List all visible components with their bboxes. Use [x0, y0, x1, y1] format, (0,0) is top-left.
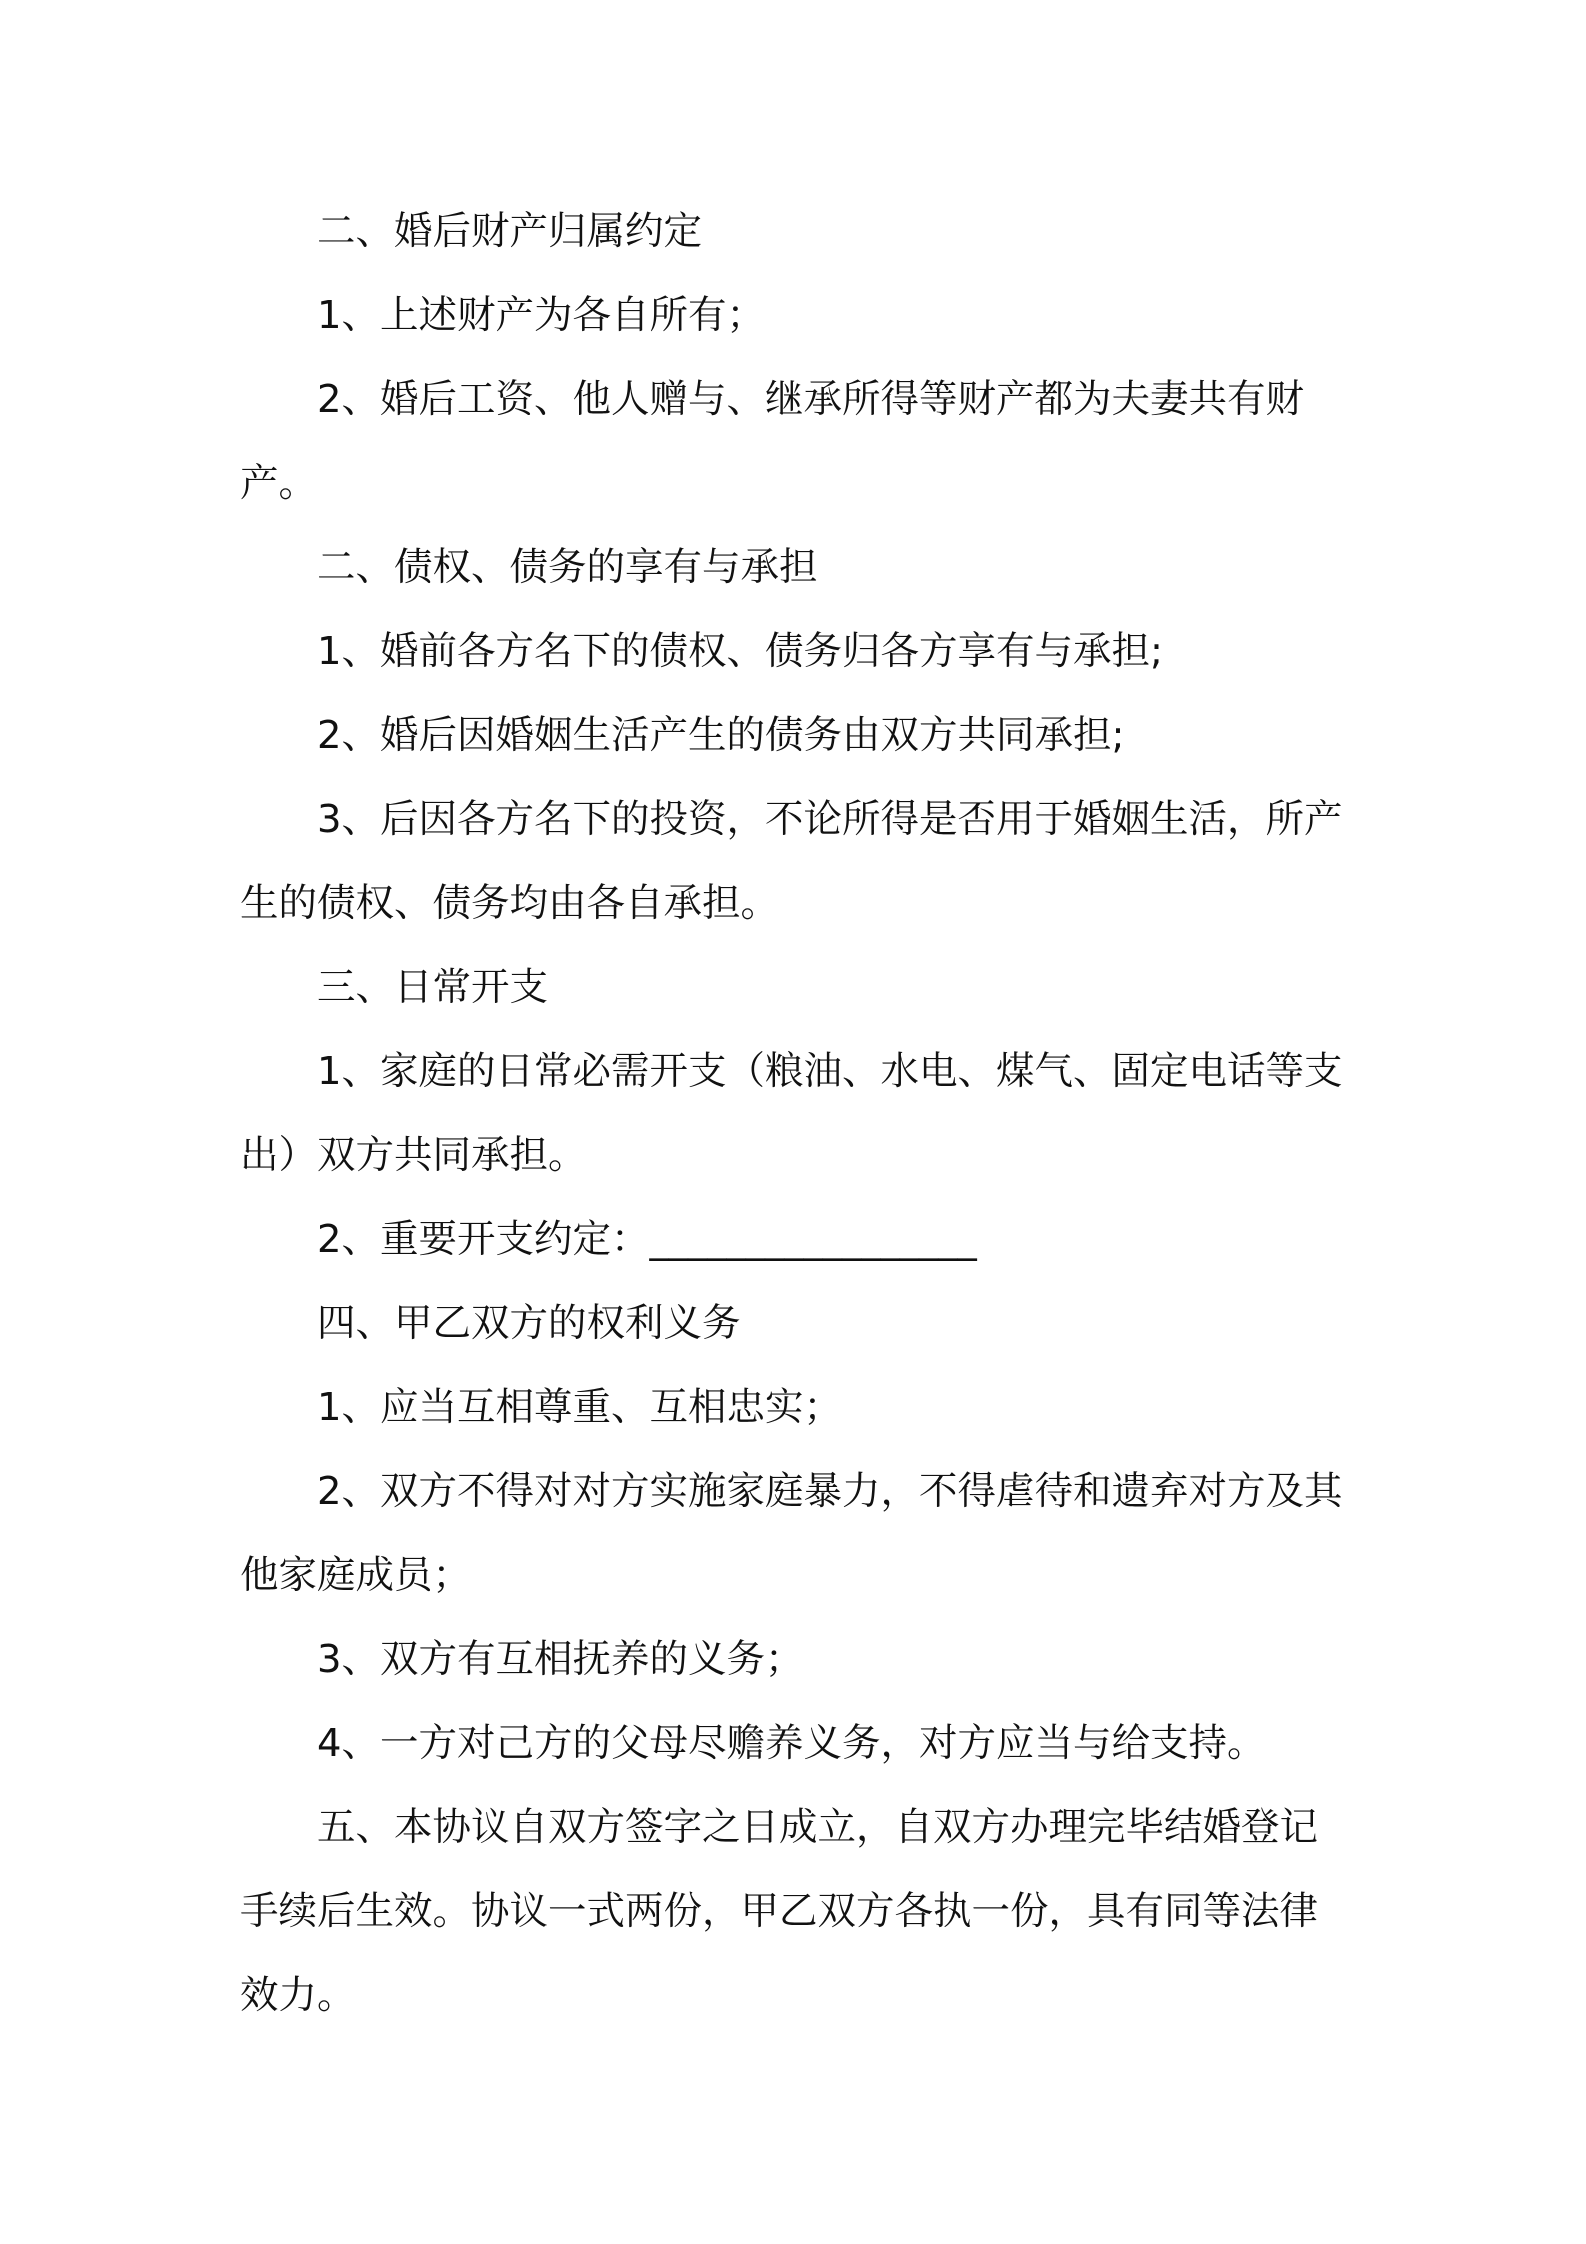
clause-expenses-1: 1、家庭的日常必需开支（粮油、水电、煤气、固定电话等支出）双方共同承担。: [240, 1049, 1343, 1178]
section-heading-expenses: 三、日常开支: [317, 965, 549, 1010]
clause-rights-3: 3、双方有互相抚养的义务；: [317, 1637, 804, 1682]
section-heading-rights: 四、甲乙双方的权利义务: [317, 1301, 741, 1346]
clause-debts-1: 1、婚前各方名下的债权、债务归各方享有与承担;: [317, 629, 1163, 674]
clause-property-1: 1、上述财产为各自所有；: [317, 293, 765, 338]
section-heading-property: 二、婚后财产归属约定: [317, 209, 703, 254]
clause-rights-1: 1、应当互相尊重、互相忠实；: [317, 1385, 842, 1430]
clause-expenses-2: 2、重要开支约定：_________________: [317, 1217, 977, 1262]
clause-debts-3: 3、后因各方名下的投资，不论所得是否用于婚姻生活，所产生的债权、债务均由各自承担。: [240, 797, 1343, 926]
clause-property-2: 2、婚后工资、他人赠与、继承所得等财产都为夫妻共有财产。: [240, 377, 1304, 506]
document-body: [240, 190, 1354, 2038]
section-effectiveness: 五、本协议自双方签字之日成立，自双方办理完毕结婚登记手续后生效。协议一式两份，甲乙双方各执一份，具有同等法律效力。: [240, 1805, 1319, 2018]
clause-rights-2: 2、双方不得对对方实施家庭暴力，不得虐待和遗弃对方及其他家庭成员；: [240, 1469, 1343, 1598]
clause-debts-2: 2、婚后因婚姻生活产生的债务由双方共同承担;: [317, 713, 1125, 758]
section-heading-debts: 二、债权、债务的享有与承担: [317, 545, 818, 590]
clause-rights-4: 4、一方对己方的父母尽赡养义务，对方应当与给支持。: [317, 1721, 1266, 1766]
